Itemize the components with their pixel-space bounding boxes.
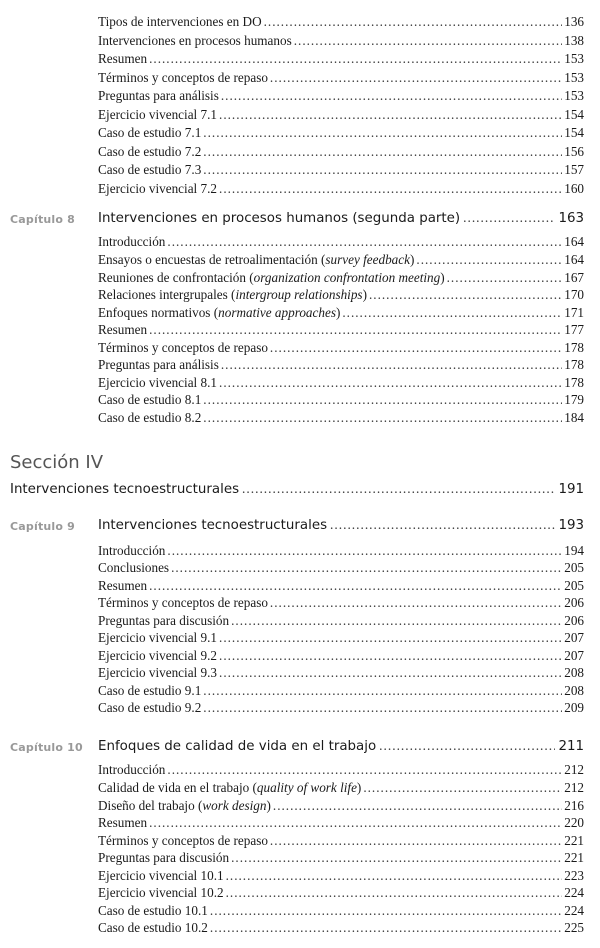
toc-entry[interactable]: [98, 87, 584, 104]
toc-entry[interactable]: [98, 269, 584, 286]
toc-entry-page: 170: [564, 287, 584, 302]
toc-entry-text: Caso de estudio 8.2: [98, 409, 202, 425]
toc-entry[interactable]: [98, 761, 584, 778]
leader-dots: [221, 87, 562, 104]
toc-entry[interactable]: [98, 629, 584, 646]
toc-entry-text: Términos y conceptos de repaso: [98, 595, 268, 610]
toc-entry-text-italic: work design: [202, 797, 267, 813]
toc-entry-text-plain: Calidad de vida en el trabajo (: [98, 780, 257, 795]
toc-entry-text-italic: organization confrontation meeting: [253, 269, 441, 285]
leader-dots: [171, 559, 562, 576]
toc-entry[interactable]: [98, 612, 584, 629]
toc-entry-text: Preguntas para análisis: [98, 88, 219, 103]
toc-entry-text: Ejercicio vivencial 9.3: [98, 665, 218, 680]
toc-entry-text: Resumen: [98, 51, 148, 66]
leader-dots: [203, 699, 562, 716]
toc-entry[interactable]: [98, 779, 584, 796]
toc-entry-page: 205: [564, 577, 584, 593]
leader-dots: [463, 210, 555, 226]
chapter-label: Capítulo 10: [10, 741, 83, 754]
toc-entry-page: 138: [564, 32, 584, 48]
toc-entry-page: 208: [564, 682, 584, 698]
toc-entry[interactable]: [98, 161, 584, 178]
leader-dots: [167, 233, 562, 250]
toc-entry-text: [98, 779, 361, 796]
toc-entry-text: Introducción: [98, 234, 166, 249]
toc-entry-text: Caso de estudio 9.1: [98, 682, 202, 698]
toc-entry-text: Ejercicio vivencial 8.1: [98, 374, 218, 390]
leader-dots: [149, 814, 562, 831]
toc-entry-text: Introducción: [98, 762, 166, 777]
toc-entry-text: Ejercicio vivencial 9.1: [98, 630, 218, 645]
toc-entry-text-italic: intergroup relationships: [235, 287, 363, 302]
toc-entry-page: 194: [564, 542, 584, 558]
chapter-label: Capítulo 9: [10, 520, 76, 533]
toc-entry-page: 221: [564, 850, 584, 865]
toc-entry-text: Caso de estudio 7.2: [98, 143, 202, 159]
toc-entry-page: 205: [564, 560, 584, 575]
section-title-page: 191: [558, 482, 584, 497]
toc-entry-page: 221: [564, 832, 584, 848]
toc-entry-text-italic: quality of work life: [256, 780, 357, 795]
toc-entry-page: 153: [564, 69, 584, 85]
toc-entry[interactable]: [98, 286, 584, 303]
toc-entry-page: 225: [564, 920, 584, 935]
toc-entry[interactable]: [98, 682, 584, 699]
toc-entry-page: 154: [564, 106, 584, 122]
chapter-title-page: 193: [558, 518, 584, 533]
leader-dots: [203, 143, 562, 160]
leader-dots: [416, 251, 562, 268]
leader-dots: [210, 919, 562, 936]
toc-entry[interactable]: [98, 374, 584, 391]
toc-entry[interactable]: [98, 699, 584, 716]
toc-entry-text-italic: survey feedback: [325, 252, 410, 267]
toc-entry-text: Caso de estudio 10.1: [98, 902, 208, 918]
toc-entry[interactable]: [98, 356, 584, 373]
leader-dots: [219, 180, 562, 197]
toc-entry[interactable]: [98, 251, 584, 268]
toc-entry-text: Términos y conceptos de repaso: [98, 69, 268, 85]
leader-dots: [270, 832, 562, 849]
chapter-title-page: 163: [558, 211, 584, 226]
toc-entry-text: Caso de estudio 9.2: [98, 700, 202, 715]
toc-entry-page: 224: [564, 885, 584, 900]
leader-dots: [221, 356, 562, 373]
toc-entry-text: Preguntas para análisis: [98, 357, 219, 372]
toc-entry-page: 206: [564, 595, 584, 610]
toc-entry-page: 157: [564, 162, 584, 177]
toc-entry-page: 177: [564, 322, 584, 337]
toc-entry-page: 178: [564, 339, 584, 355]
toc-entry[interactable]: [98, 594, 584, 611]
toc-entry[interactable]: [98, 797, 584, 814]
toc-entry[interactable]: [98, 664, 584, 681]
toc-entry-text-close: ): [362, 287, 367, 302]
toc-entry[interactable]: [98, 542, 584, 559]
toc-entry-text-close: ): [356, 780, 362, 795]
chapter-title-text: Intervenciones tecnoestructurales: [98, 518, 328, 533]
toc-entry[interactable]: [98, 409, 584, 426]
leader-dots: [219, 374, 562, 391]
toc-entry-page: 223: [564, 867, 584, 883]
leader-dots: [363, 779, 562, 796]
toc-entry-text-plain: Relaciones intergrupales (: [98, 287, 236, 302]
toc-entry[interactable]: [98, 902, 584, 919]
leader-dots: [264, 13, 563, 30]
leader-dots: [294, 32, 562, 49]
toc-entry-page: 153: [564, 51, 584, 66]
section-title[interactable]: [10, 481, 584, 499]
leader-dots: [167, 542, 562, 559]
toc-entry-text: Introducción: [98, 542, 166, 558]
leader-dots: [231, 612, 562, 629]
leader-dots: [273, 797, 562, 814]
toc-entry-page: 207: [564, 630, 584, 645]
toc-entry-page: 184: [564, 409, 584, 425]
toc-entry-text-close: ): [266, 797, 271, 813]
toc-entry-text: Preguntas para discusión: [98, 850, 230, 865]
leader-dots: [270, 339, 562, 356]
toc-entry-page: 136: [564, 14, 584, 29]
leader-dots: [203, 161, 562, 178]
toc-entry[interactable]: [98, 832, 584, 849]
toc-entry-text: Resumen: [98, 577, 148, 593]
chapter-title-page: 211: [558, 739, 584, 754]
chapter-title[interactable]: [98, 517, 584, 535]
toc-entry-text: Caso de estudio 10.2: [98, 920, 208, 935]
toc-entry-page: 207: [564, 647, 584, 663]
toc-entry-page: 224: [564, 902, 584, 918]
toc-entry[interactable]: [98, 50, 584, 67]
leader-dots: [379, 738, 555, 754]
toc-entry[interactable]: [98, 304, 584, 321]
toc-entry[interactable]: [98, 849, 584, 866]
toc-entry-text: Ejercicio vivencial 10.2: [98, 885, 224, 900]
leader-dots: [167, 761, 562, 778]
toc-entry-text: Ejercicio vivencial 7.1: [98, 106, 218, 122]
toc-entry-page: 220: [564, 815, 584, 830]
leader-dots: [226, 884, 563, 901]
toc-entry-page: 216: [564, 797, 584, 813]
toc-entry-page: 154: [564, 125, 584, 140]
toc-entry-page: 153: [564, 88, 584, 103]
toc-entry-page: 171: [564, 304, 584, 320]
toc-entry-text: Términos y conceptos de repaso: [98, 339, 268, 355]
toc-entry-page: 178: [564, 374, 584, 390]
toc-entry-page: 178: [564, 357, 584, 372]
toc-entry-text: Tipos de intervenciones en DO: [98, 14, 262, 29]
toc-entry-text: Ejercicio vivencial 10.1: [98, 867, 224, 883]
toc-entry[interactable]: [98, 577, 584, 594]
toc-entry-text-plain: Ensayos o encuestas de retroalimentación (: [98, 252, 326, 267]
toc-entry-text: Ejercicio vivencial 9.2: [98, 647, 218, 663]
toc-entry[interactable]: [98, 13, 584, 30]
toc-entry[interactable]: [98, 884, 584, 901]
leader-dots: [203, 409, 562, 426]
toc-entry[interactable]: [98, 814, 584, 831]
toc-entry-page: 212: [564, 762, 584, 777]
toc-entry-text-close: ): [440, 269, 445, 285]
leader-dots: [203, 391, 562, 408]
toc-entry[interactable]: [98, 233, 584, 250]
leader-dots: [270, 69, 562, 86]
toc-entry[interactable]: [98, 180, 584, 197]
toc-entry-text: Caso de estudio 7.1: [98, 125, 202, 140]
leader-dots: [219, 647, 562, 664]
toc-entry-text-italic: normative approaches: [218, 304, 336, 320]
chapter-label: Capítulo 8: [10, 213, 76, 226]
leader-dots: [342, 304, 562, 321]
toc-entry-page: 206: [564, 612, 584, 628]
leader-dots: [203, 124, 562, 141]
section-title-text: Intervenciones tecnoestructurales: [10, 482, 240, 497]
toc-entry[interactable]: [98, 69, 584, 86]
toc-entry[interactable]: [98, 106, 584, 123]
section-heading: Sección IV: [10, 452, 104, 473]
toc-entry-text-close: ): [409, 252, 415, 267]
toc-entry[interactable]: [98, 919, 584, 936]
leader-dots: [219, 106, 562, 123]
toc-entry-text: [98, 251, 414, 268]
leader-dots: [226, 867, 563, 884]
toc-entry-text: Ejercicio vivencial 7.2: [98, 180, 218, 196]
toc-entry-text: Intervenciones en procesos humanos: [98, 32, 292, 48]
leader-dots: [149, 50, 562, 67]
toc-entry-text: Preguntas para discusión: [98, 612, 230, 628]
toc-entry-text: Resumen: [98, 322, 148, 337]
leader-dots: [210, 902, 562, 919]
toc-entry[interactable]: [98, 867, 584, 884]
leader-dots: [270, 594, 562, 611]
toc-entry[interactable]: [98, 559, 584, 576]
chapter-title[interactable]: [98, 738, 584, 756]
toc-entry-text: Conclusiones: [98, 560, 170, 575]
toc-entry[interactable]: [98, 647, 584, 664]
toc-entry-text: Caso de estudio 7.3: [98, 162, 202, 177]
toc-entry-text: Caso de estudio 8.1: [98, 392, 202, 407]
toc-entry-text: [98, 286, 367, 303]
toc-entry-page: 167: [564, 269, 584, 285]
toc-entry[interactable]: [98, 143, 584, 160]
leader-dots: [149, 321, 562, 338]
toc-entry-page: 160: [564, 180, 584, 196]
toc-entry-page: 164: [564, 252, 584, 267]
toc-entry-text: Resumen: [98, 815, 148, 830]
toc-entry-text-plain: Reuniones de confrontación (: [98, 269, 254, 285]
toc-entry-text-plain: Enfoques normativos (: [98, 304, 219, 320]
toc-entry[interactable]: [98, 339, 584, 356]
toc-entry[interactable]: [98, 391, 584, 408]
toc-entry-page: 156: [564, 143, 584, 159]
toc-entry-text: [98, 304, 340, 321]
toc-entry-text-close: ): [335, 304, 341, 320]
leader-dots: [242, 481, 555, 497]
toc-entry-page: 164: [564, 234, 584, 249]
toc-entry-text: Términos y conceptos de repaso: [98, 832, 268, 848]
leader-dots: [219, 664, 562, 681]
toc-entry-page: 212: [564, 780, 584, 795]
chapter-title-text: Enfoques de calidad de vida en el trabajo: [98, 739, 377, 754]
leader-dots: [149, 577, 562, 594]
leader-dots: [219, 629, 562, 646]
toc-entry[interactable]: [98, 124, 584, 141]
leader-dots: [330, 517, 555, 533]
leader-dots: [203, 682, 562, 699]
toc-entry[interactable]: [98, 32, 584, 49]
leader-dots: [231, 849, 562, 866]
toc-entry-text: [98, 797, 271, 814]
chapter-title[interactable]: [98, 210, 584, 228]
leader-dots: [369, 286, 562, 303]
chapter-title-text: Intervenciones en procesos humanos (segunda parte): [98, 211, 461, 226]
toc-entry-text-plain: Diseño del trabajo (: [98, 797, 203, 813]
toc-entry-text: [98, 269, 445, 286]
toc-entry-page: 208: [564, 665, 584, 680]
leader-dots: [447, 269, 563, 286]
toc-entry-page: 179: [564, 392, 584, 407]
toc-entry[interactable]: [98, 321, 584, 338]
toc-entry-page: 209: [564, 700, 584, 715]
